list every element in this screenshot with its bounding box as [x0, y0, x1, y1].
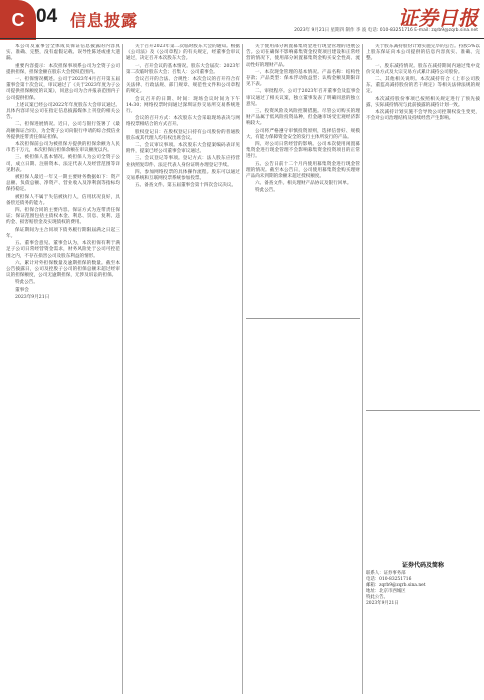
paragraph: 三、被担保人基本情况。被担保人为公司全资子公司，成立日期、注册资本、法定代表人及经营范围等详见附表。	[6, 155, 120, 173]
paragraph: 一、担保情况概述。公司于2023年4月召开第五届董事会第十次会议，审议通过了《关于2023年度为子公司提供担保额度的议案》，同意公司为合并报表范围内子公司提供担保。	[6, 77, 120, 101]
paragraph: 四、担保合同的主要内容。保证方式为连带责任保证；保证范围包括主债权本金、利息、罚息、复利、违约金、损害赔偿金及实现债权的费用。	[6, 208, 120, 226]
paragraph: 2023年9月21日	[15, 294, 50, 300]
masthead	[0, 0, 484, 40]
paragraph: 五、公告日前十二个月内使用募集资金进行现金管理的情况。截至本公告日，公司使用募集资金购买理财产品尚未到期的余额未超过授权额度。	[246, 161, 360, 180]
notice-line: 地址：北京市西城区	[366, 589, 406, 594]
article-column-3	[246, 44, 360, 694]
column-divider	[242, 44, 243, 694]
paragraph: 六、备查文件。相关理财产品协议及银行回单。	[255, 181, 352, 187]
notice-line: 联系人：证券事务部	[366, 571, 406, 576]
page-number: 04	[36, 6, 58, 27]
paragraph: 二、其他相关说明。本次减持符合《上市公司股东、董监高减持股份的若干规定》等相关法律法规的规定。	[366, 77, 480, 95]
page-letter: C	[0, 0, 36, 40]
notice-title: 证券代码及简称	[401, 562, 444, 569]
section-divider	[246, 318, 360, 319]
article-column-2	[126, 44, 240, 694]
paragraph: 重要内容提示：本次担保事项系公司为全资子公司提供担保，担保金额在股东大会授权范围内。	[6, 63, 120, 75]
paragraph: 公司将严格遵守审慎投资原则，选择信誉好、规模大、有能力保障资金安全的发行主体所发行的产品。	[246, 128, 360, 140]
header-rule	[0, 38, 484, 39]
section-title: 信息披露	[70, 11, 139, 30]
issue-info: 2023年 9月21日 星期四 制作 李 波 电话: 010-83251716 E-mail: zqrb9@zqrb.sina.net	[294, 28, 478, 33]
newspaper-logo: 证券日报	[398, 6, 478, 30]
paragraph: 会议召开的日期、时间：现场会议时间为下午14:30；网络投票时间通过深圳证券交易所交易系统进行。	[126, 96, 240, 115]
notice-box	[366, 560, 480, 607]
paragraph: 会议的召开方式：本次股东大会采取现场表决与网络投票相结合的方式召开。	[126, 116, 240, 128]
paragraph: 保证期间为主合同项下债务履行期限届满之日起三年。	[6, 227, 120, 239]
paragraph: 关于召开2023年第二次临时股东大会的通知。根据《公司法》及《公司章程》的有关规定，经董事会审议通过，决定召开本次股东大会。	[126, 44, 240, 62]
paragraph: 三、投资风险及风险控制措施。尽管公司购买的理财产品属于低风险投资品种，但金融市场受宏观经济影响较大。	[246, 109, 360, 127]
section-divider	[366, 410, 480, 411]
column-divider	[362, 44, 363, 694]
paragraph: 关于使用部分闲置募集资金进行现金管理的进展公告。公司在确保不影响募集资金投资项目建设和正常经营的情况下，使用部分闲置募集资金购买安全性高、流动性好的理财产品。	[246, 44, 360, 68]
paragraph: 二、审批程序。公司于2023年召开董事会及监事会审议通过了相关议案，独立董事发表了明确同意的独立意见。	[246, 89, 360, 107]
paragraph: 一、召开会议的基本情况。股东大会届次：2023年第二次临时股东大会；召集人：公司董事会。	[126, 63, 240, 75]
paragraph: 本次担保前公司为被担保方提供的担保余额为人民币若干万元，本次担保后担保余额在审议额度以内。	[6, 142, 120, 154]
paragraph: 三、会议登记等事项。登记方式：法人股东应持营业执照复印件、法定代表人身份证明办理登记手续。	[126, 156, 240, 168]
paragraph: 四、参加网络投票的具体操作流程。股东可以通过交易系统和互联网投票系统参加投票。	[126, 169, 240, 182]
paragraph: 本次减持股份事项已按照相关规定进行了预先披露，实际减持情况与此前披露的减持计划一致。	[366, 96, 480, 108]
notice-line: 电话：010-83251716	[366, 577, 412, 582]
article-column-1	[6, 44, 120, 694]
paragraph: 一、本次现金管理的基本情况。产品名称：结构性存款；产品类型：保本浮动收益型；认购金额及期限详见下表。	[246, 69, 360, 88]
paragraph: 一、股东减持情况。股东在减持期间内通过集中竞价交易方式及大宗交易方式累计减持公司股份。	[366, 63, 480, 75]
paragraph: 二、担保进展情况。近日，公司与银行签署了《最高额保证合同》，为全资子公司向银行申请的综合授信业务提供连带责任保证担保。	[6, 122, 120, 140]
paragraph: 五、备查文件。第五届董事会第十四次会议决议。	[135, 183, 237, 189]
paragraph: 五、董事会意见。董事会认为，本次担保有利于满足子公司日常经营资金需求，财务风险处于公司可控范围之内，不存在损害公司及股东利益的情形。	[6, 241, 120, 259]
paragraph: 六、累计对外担保数量及逾期担保的数量。截至本公告披露日，公司及控股子公司的担保总额未超过经审议的担保额度，公司无逾期担保，无涉及诉讼的担保。	[6, 260, 120, 279]
paragraph: 四、对公司日常经营的影响。公司本次使用闲置募集资金进行现金管理不会影响募集资金投资项目的正常进行。	[246, 142, 360, 160]
paragraph: 特此公告。	[15, 280, 38, 286]
paragraph: 董事会	[15, 287, 29, 293]
paragraph: 特此公告。	[255, 188, 278, 194]
column-divider	[122, 44, 123, 694]
paragraph: 本次减持计划实施不会导致公司控制权发生变更，不会对公司治理结构及持续经营产生影响。	[366, 110, 480, 122]
paragraph: 被担保人最近一年又一期主要财务数据如下：资产总额、负债总额、净资产、营业收入及净利润等指标均保持稳定。	[6, 175, 120, 193]
paragraph: 股权登记日：在股权登记日持有公司股份的普通股股东或其代理人均有权出席会议。	[126, 129, 240, 141]
paragraph: 二、会议审议事项。本次股东大会提案编码表详见附件，提案已经公司董事会审议通过。	[126, 143, 240, 155]
paragraph: 上述议案已经公司2022年年度股东大会审议通过。具体内容详见公司在指定信息披露媒体上刊登的相关公告。	[6, 102, 120, 121]
notice-lines	[366, 571, 480, 607]
paragraph: 本公司及董事会全体成员保证信息披露的内容真实、准确、完整，没有虚假记载、误导性陈述或重大遗漏。	[6, 44, 120, 62]
paragraph: 会议召开的合法、合规性：本次会议的召开符合有关法律、行政法规、部门规章、规范性文件和公司章程的规定。	[126, 77, 240, 95]
paragraph: 关于股东减持股份计划实施完毕的公告。持股5%以上股东保证向本公司提供的信息内容真实、准确、完整。	[366, 44, 480, 62]
paragraph: 被担保人不属于失信被执行人，信用状况良好，具备偿还债务的能力。	[6, 194, 120, 206]
notice-line: 邮箱：zqrb9@zqrb.sina.net	[366, 583, 426, 588]
notice-line: 特此公告。	[366, 595, 388, 600]
notice-line: 2023年9月21日	[366, 601, 399, 606]
